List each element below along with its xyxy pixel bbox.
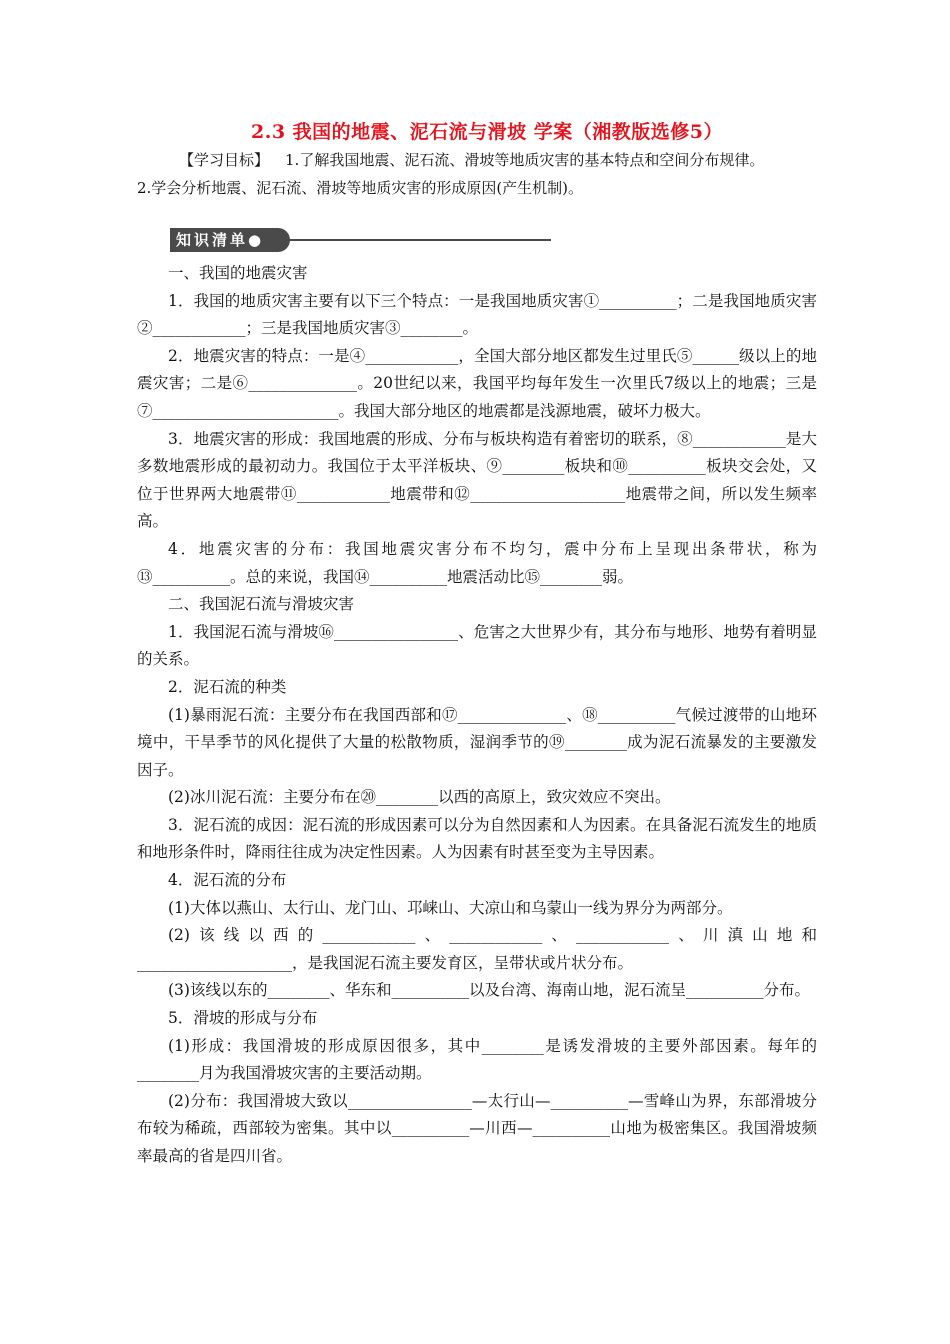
section-heading-earthquake: 一、我国的地震灾害 — [168, 264, 308, 282]
paragraph: 2．泥石流的种类 — [168, 677, 287, 696]
paragraph: (2)冰川泥石流：主要分布在⑳________以西的高原上，致灾效应不突出。 — [168, 788, 671, 807]
paragraph: (1)形成：我国滑坡的形成原因很多，其中________是诱发滑坡的主要外部因素。每年的________月为我国滑坡灾害的主要活动期。 — [137, 1036, 817, 1083]
banner-rule — [287, 239, 551, 241]
paragraph: (2)分布：我国滑坡大致以________________—太行山—__________—雪峰山为界，东部滑坡分布较为稀疏，西部较为密集。其中以__________—川西—__________山地为极密集区。我国滑坡频率最高的省是四川省。 — [137, 1091, 817, 1165]
document-page — [137, 118, 817, 1171]
paragraph: 1．我国的地质灾害主要有以下三个特点：一是我国地质灾害①__________；二是我国地质灾害②____________；三是我国地质灾害③________。 — [137, 291, 817, 338]
knowledge-list-banner — [137, 228, 557, 252]
paragraph: 5．滑坡的形成与分布 — [168, 1009, 318, 1028]
paragraph: 1．我国泥石流与滑坡⑯________________、危害之大世界少有，其分布与地形、地势有着明显的关系。 — [137, 622, 817, 669]
paragraph: 2．地震灾害的特点：一是④____________，全国大部分地区都发生过里氏⑤______级以上的地震灾害；二是⑥______________。20世纪以来，我国平均每年发生一次里氏7级以上的地震；三是⑦________________________。我国大部分地区的地震都是浅源地震，破坏力极大。 — [137, 346, 817, 420]
banner-label: 知识清单● — [170, 228, 290, 252]
objective-1: 1.了解我国地震、泥石流、滑坡等地质灾害的基本特点和空间分布规律。 — [285, 151, 765, 169]
paragraph: 4．泥石流的分布 — [168, 871, 287, 890]
paragraph: 3．地震灾害的形成：我国地震的形成、分布与板块构造有着密切的联系，⑧____________是大多数地震形成的最初动力。我国位于太平洋板块、⑨________板块和⑩__________板块交会处，又位于世界两大地震带⑪____________地震带和⑫____________________地震带之间，所以发生频率高。 — [137, 429, 817, 531]
objectives-label: 【学习目标】 — [179, 151, 270, 169]
paragraph: 4．地震灾害的分布：我国地震灾害分布不均匀，震中分布上呈现出条带状，称为⑬__________。总的来说，我国⑭__________地震活动比⑮________弱。 — [137, 539, 817, 586]
page-title: 2.3 我国的地震、泥石流与滑坡 学案（湘教版选修5） — [250, 121, 723, 143]
paragraph: (3)该线以东的________、华东和__________以及台湾、海南山地，泥石流呈__________分布。 — [168, 981, 810, 1000]
document-body — [137, 260, 817, 1171]
objective-2: 2.学会分析地震、泥石流、滑坡等地质灾害的形成原因(产生机制)。 — [137, 179, 584, 197]
paragraph: (2)该线以西的____________、____________、____________、川滇山地和____________________，是我国泥石流主要发育区，呈带状或片状分布。 — [137, 926, 817, 972]
paragraph: (1)大体以燕山、太行山、龙门山、邛崃山、大凉山和乌蒙山一线为界分为两部分。 — [168, 898, 733, 917]
section-heading-debris-flow: 二、我国泥石流与滑坡灾害 — [168, 595, 355, 614]
paragraph: (1)暴雨泥石流：主要分布在我国西部和⑰______________、⑱__________气候过渡带的山地环境中，干旱季节的风化提供了大量的松散物质，湿润季节的⑲________成为泥石流暴发的主要激发因子。 — [137, 705, 817, 779]
paragraph: 3．泥石流的成因：泥石流的形成因素可以分为自然因素和人为因素。在具备泥石流发生的地质和地形条件时，降雨往往成为决定性因素。人为因素有时甚至变为主导因素。 — [137, 815, 817, 862]
learning-objectives-line1 — [179, 146, 817, 174]
